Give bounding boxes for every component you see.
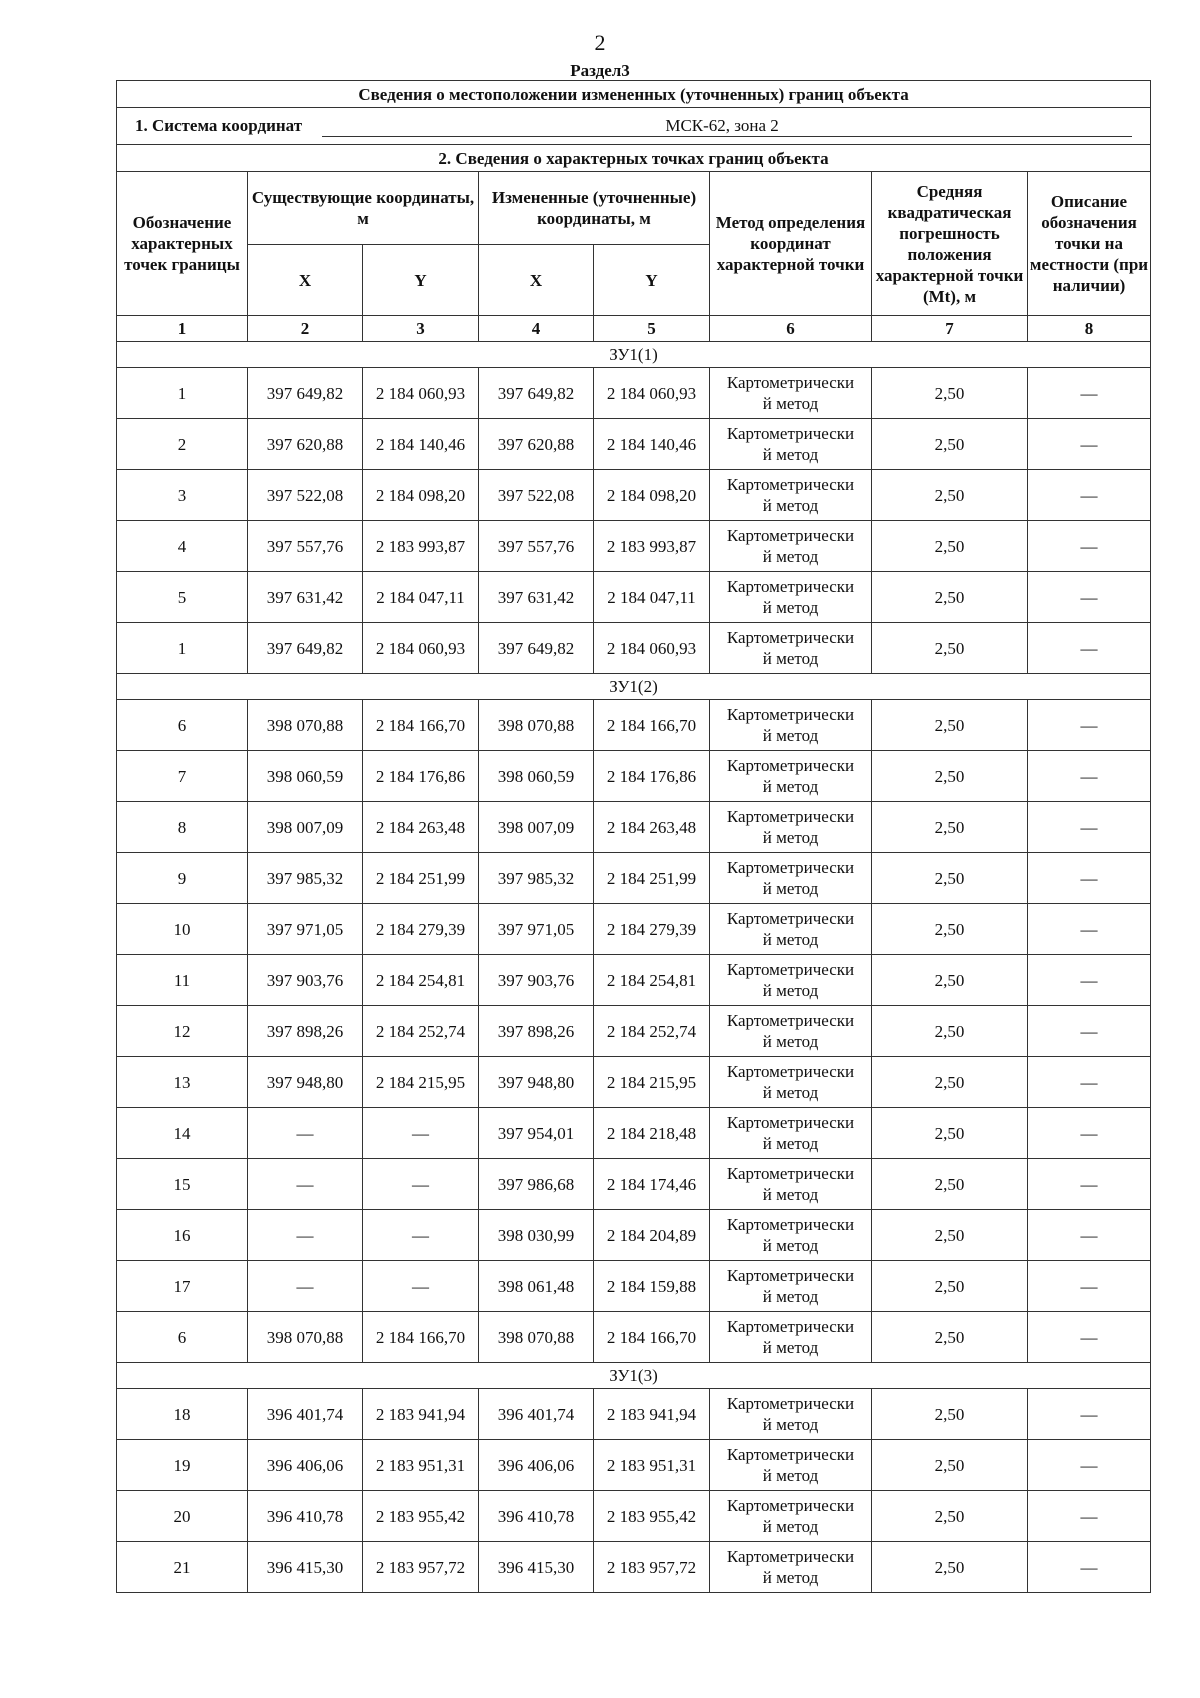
- mean-error-cell: 2,50: [872, 521, 1028, 572]
- changed-y-cell: 2 184 263,48: [594, 802, 710, 853]
- point-number-cell: 8: [117, 802, 248, 853]
- existing-x-cell: 397 971,05: [248, 904, 363, 955]
- method-text: Картометрически: [726, 577, 855, 596]
- point-number-cell: 6: [117, 700, 248, 751]
- existing-x-cell: 396 406,06: [248, 1440, 363, 1491]
- method-text: Картометрически: [726, 628, 855, 647]
- method-text: й метод: [762, 1415, 819, 1434]
- description-cell: —: [1028, 853, 1151, 904]
- point-number-cell: 11: [117, 955, 248, 1006]
- table-row: [117, 1159, 1151, 1210]
- method-text: й метод: [762, 1134, 819, 1153]
- method-text: Картометрически: [726, 909, 855, 928]
- existing-y-cell: 2 184 140,46: [363, 419, 479, 470]
- method-text: Картометрически: [726, 1062, 855, 1081]
- existing-x-cell: 396 401,74: [248, 1389, 363, 1440]
- mean-error-cell: 2,50: [872, 1440, 1028, 1491]
- changed-x-cell: 396 406,06: [479, 1440, 594, 1491]
- existing-x-cell: 396 415,30: [248, 1542, 363, 1593]
- table-title: Сведения о местоположении измененных (уточненных) границ объекта: [117, 81, 1151, 108]
- mean-error-cell: 2,50: [872, 1006, 1028, 1057]
- description-cell: —: [1028, 572, 1151, 623]
- existing-x-cell: 397 898,26: [248, 1006, 363, 1057]
- description-cell: —: [1028, 904, 1151, 955]
- existing-y-cell: 2 184 215,95: [363, 1057, 479, 1108]
- coordinate-system-label: 1. Система координат: [134, 116, 303, 135]
- method-text: й метод: [762, 981, 819, 1000]
- changed-y-cell: 2 183 993,87: [594, 521, 710, 572]
- changed-x-cell: 397 903,76: [479, 955, 594, 1006]
- changed-y-cell: 2 184 279,39: [594, 904, 710, 955]
- changed-x-cell: 396 401,74: [479, 1389, 594, 1440]
- header-existing-y: Y: [363, 245, 479, 316]
- changed-y-cell: 2 183 941,94: [594, 1389, 710, 1440]
- mean-error-cell: 2,50: [872, 853, 1028, 904]
- changed-x-cell: 397 985,32: [479, 853, 594, 904]
- changed-y-cell: 2 184 251,99: [594, 853, 710, 904]
- description-cell: —: [1028, 1108, 1151, 1159]
- changed-x-cell: 398 030,99: [479, 1210, 594, 1261]
- method-cell: [710, 1108, 872, 1159]
- description-cell: —: [1028, 1006, 1151, 1057]
- method-text: й метод: [762, 1466, 819, 1485]
- method-text: Картометрически: [726, 960, 855, 979]
- point-number-cell: 1: [117, 623, 248, 674]
- method-cell: [710, 470, 872, 521]
- changed-y-cell: 2 183 957,72: [594, 1542, 710, 1593]
- method-cell: [710, 572, 872, 623]
- mean-error-cell: 2,50: [872, 700, 1028, 751]
- description-cell: —: [1028, 802, 1151, 853]
- mean-error-cell: 2,50: [872, 623, 1028, 674]
- method-cell: [710, 1491, 872, 1542]
- description-cell: —: [1028, 1159, 1151, 1210]
- description-cell: —: [1028, 1542, 1151, 1593]
- method-cell: [710, 1210, 872, 1261]
- method-text: й метод: [762, 777, 819, 796]
- description-cell: —: [1028, 1389, 1151, 1440]
- description-cell: —: [1028, 1210, 1151, 1261]
- method-text: Картометрически: [726, 756, 855, 775]
- description-cell: —: [1028, 751, 1151, 802]
- method-text: Картометрически: [726, 1394, 855, 1413]
- point-number-cell: 2: [117, 419, 248, 470]
- method-text: й метод: [762, 1236, 819, 1255]
- changed-y-cell: 2 183 955,42: [594, 1491, 710, 1542]
- table-row: [117, 1057, 1151, 1108]
- table-row: [117, 419, 1151, 470]
- method-cell: [710, 623, 872, 674]
- changed-y-cell: 2 184 218,48: [594, 1108, 710, 1159]
- method-text: Картометрически: [726, 1547, 855, 1566]
- column-number: 2: [248, 316, 363, 342]
- mean-error-cell: 2,50: [872, 572, 1028, 623]
- method-cell: [710, 802, 872, 853]
- changed-y-cell: 2 184 060,93: [594, 368, 710, 419]
- table-row: [117, 623, 1151, 674]
- changed-y-cell: 2 184 176,86: [594, 751, 710, 802]
- method-text: Картометрически: [726, 1266, 855, 1285]
- method-text: й метод: [762, 1338, 819, 1357]
- existing-x-cell: 397 948,80: [248, 1057, 363, 1108]
- group-name: ЗУ1(3): [117, 1363, 1151, 1389]
- method-text: й метод: [762, 649, 819, 668]
- method-cell: [710, 700, 872, 751]
- method-cell: [710, 1261, 872, 1312]
- column-number: 5: [594, 316, 710, 342]
- point-number-cell: 5: [117, 572, 248, 623]
- description-cell: —: [1028, 955, 1151, 1006]
- existing-y-cell: 2 184 279,39: [363, 904, 479, 955]
- existing-x-cell: 397 631,42: [248, 572, 363, 623]
- point-number-cell: 6: [117, 1312, 248, 1363]
- description-cell: —: [1028, 368, 1151, 419]
- mean-error-cell: 2,50: [872, 1108, 1028, 1159]
- point-number-cell: 7: [117, 751, 248, 802]
- existing-x-cell: 398 070,88: [248, 700, 363, 751]
- mean-error-cell: 2,50: [872, 470, 1028, 521]
- mean-error-cell: 2,50: [872, 1312, 1028, 1363]
- method-text: Картометрически: [726, 526, 855, 545]
- group-name: ЗУ1(2): [117, 674, 1151, 700]
- method-cell: [710, 1057, 872, 1108]
- mean-error-cell: 2,50: [872, 802, 1028, 853]
- changed-y-cell: 2 184 098,20: [594, 470, 710, 521]
- point-number-cell: 9: [117, 853, 248, 904]
- header-existing-x: X: [248, 245, 363, 316]
- existing-x-cell: 398 007,09: [248, 802, 363, 853]
- changed-y-cell: 2 184 204,89: [594, 1210, 710, 1261]
- changed-y-cell: 2 184 060,93: [594, 623, 710, 674]
- description-cell: —: [1028, 1057, 1151, 1108]
- group-name: ЗУ1(1): [117, 342, 1151, 368]
- header-changed-coordinates: Измененные (уточненные) координаты, м: [479, 172, 710, 245]
- mean-error-cell: 2,50: [872, 1542, 1028, 1593]
- existing-x-cell: 398 070,88: [248, 1312, 363, 1363]
- mean-error-cell: 2,50: [872, 368, 1028, 419]
- method-text: й метод: [762, 394, 819, 413]
- column-number: 4: [479, 316, 594, 342]
- method-cell: [710, 1440, 872, 1491]
- method-text: й метод: [762, 598, 819, 617]
- existing-y-cell: 2 184 254,81: [363, 955, 479, 1006]
- changed-x-cell: 397 620,88: [479, 419, 594, 470]
- method-cell: [710, 904, 872, 955]
- point-number-cell: 12: [117, 1006, 248, 1057]
- method-text: Картометрически: [726, 475, 855, 494]
- existing-y-cell: 2 184 176,86: [363, 751, 479, 802]
- method-text: Картометрически: [726, 1215, 855, 1234]
- mean-error-cell: 2,50: [872, 1057, 1028, 1108]
- description-cell: —: [1028, 1440, 1151, 1491]
- existing-x-cell: 398 060,59: [248, 751, 363, 802]
- mean-error-cell: 2,50: [872, 955, 1028, 1006]
- point-number-cell: 13: [117, 1057, 248, 1108]
- table-row: [117, 1261, 1151, 1312]
- existing-y-cell: —: [363, 1159, 479, 1210]
- changed-x-cell: 398 007,09: [479, 802, 594, 853]
- changed-x-cell: 397 649,82: [479, 623, 594, 674]
- table-row: [117, 1389, 1151, 1440]
- mean-error-cell: 2,50: [872, 1210, 1028, 1261]
- changed-y-cell: 2 184 254,81: [594, 955, 710, 1006]
- header-mean-error: Средняя квадратическая погрешность положения характерной точки (Mt), м: [872, 172, 1028, 316]
- points-title: 2. Сведения о характерных точках границ объекта: [117, 145, 1151, 172]
- method-cell: [710, 751, 872, 802]
- point-number-cell: 1: [117, 368, 248, 419]
- method-cell: [710, 1159, 872, 1210]
- existing-x-cell: 397 557,76: [248, 521, 363, 572]
- existing-y-cell: 2 184 251,99: [363, 853, 479, 904]
- column-number: 7: [872, 316, 1028, 342]
- coordinate-system-value: МСК-62, зона 2: [322, 116, 1132, 137]
- method-cell: [710, 853, 872, 904]
- mean-error-cell: 2,50: [872, 1389, 1028, 1440]
- existing-y-cell: 2 184 166,70: [363, 1312, 479, 1363]
- method-text: Картометрически: [726, 1496, 855, 1515]
- changed-x-cell: 397 898,26: [479, 1006, 594, 1057]
- method-text: Картометрически: [726, 807, 855, 826]
- group-row: [117, 674, 1151, 700]
- method-text: й метод: [762, 930, 819, 949]
- method-text: Картометрически: [726, 1113, 855, 1132]
- existing-x-cell: 397 985,32: [248, 853, 363, 904]
- changed-x-cell: 397 522,08: [479, 470, 594, 521]
- table-row: [117, 1542, 1151, 1593]
- method-text: й метод: [762, 1568, 819, 1587]
- changed-x-cell: 398 070,88: [479, 1312, 594, 1363]
- mean-error-cell: 2,50: [872, 751, 1028, 802]
- method-text: Картометрически: [726, 705, 855, 724]
- description-cell: —: [1028, 419, 1151, 470]
- existing-y-cell: 2 184 252,74: [363, 1006, 479, 1057]
- method-text: й метод: [762, 445, 819, 464]
- existing-x-cell: 397 649,82: [248, 623, 363, 674]
- existing-x-cell: —: [248, 1210, 363, 1261]
- table-row: [117, 853, 1151, 904]
- existing-x-cell: 396 410,78: [248, 1491, 363, 1542]
- existing-x-cell: —: [248, 1261, 363, 1312]
- changed-y-cell: 2 184 047,11: [594, 572, 710, 623]
- table-row: [117, 1108, 1151, 1159]
- page-number: 2: [594, 30, 606, 55]
- table-row: [117, 802, 1151, 853]
- changed-y-cell: 2 184 159,88: [594, 1261, 710, 1312]
- changed-y-cell: 2 184 166,70: [594, 1312, 710, 1363]
- description-cell: —: [1028, 623, 1151, 674]
- method-cell: [710, 955, 872, 1006]
- mean-error-cell: 2,50: [872, 419, 1028, 470]
- mean-error-cell: 2,50: [872, 1491, 1028, 1542]
- description-cell: —: [1028, 470, 1151, 521]
- method-text: й метод: [762, 828, 819, 847]
- method-cell: [710, 419, 872, 470]
- description-cell: —: [1028, 700, 1151, 751]
- method-text: й метод: [762, 547, 819, 566]
- method-cell: [710, 521, 872, 572]
- description-cell: —: [1028, 1491, 1151, 1542]
- existing-y-cell: 2 183 993,87: [363, 521, 479, 572]
- existing-x-cell: 397 620,88: [248, 419, 363, 470]
- existing-x-cell: —: [248, 1108, 363, 1159]
- point-number-cell: 16: [117, 1210, 248, 1261]
- column-number: 1: [117, 316, 248, 342]
- table-row: [117, 751, 1151, 802]
- table-row: [117, 368, 1151, 419]
- method-text: й метод: [762, 1032, 819, 1051]
- changed-y-cell: 2 184 174,46: [594, 1159, 710, 1210]
- point-number-cell: 17: [117, 1261, 248, 1312]
- existing-y-cell: 2 183 955,42: [363, 1491, 479, 1542]
- table-row: [117, 572, 1151, 623]
- changed-y-cell: 2 184 215,95: [594, 1057, 710, 1108]
- changed-x-cell: 397 649,82: [479, 368, 594, 419]
- existing-y-cell: 2 183 957,72: [363, 1542, 479, 1593]
- header-existing-coordinates: Существующие координаты, м: [248, 172, 479, 245]
- existing-y-cell: —: [363, 1210, 479, 1261]
- existing-x-cell: 397 522,08: [248, 470, 363, 521]
- table-row: [117, 521, 1151, 572]
- method-cell: [710, 1006, 872, 1057]
- description-cell: —: [1028, 1312, 1151, 1363]
- method-text: й метод: [762, 879, 819, 898]
- mean-error-cell: 2,50: [872, 1261, 1028, 1312]
- method-cell: [710, 1542, 872, 1593]
- column-number: 3: [363, 316, 479, 342]
- group-row: [117, 342, 1151, 368]
- mean-error-cell: 2,50: [872, 904, 1028, 955]
- changed-x-cell: 397 986,68: [479, 1159, 594, 1210]
- header-changed-y: Y: [594, 245, 710, 316]
- method-text: Картометрически: [726, 424, 855, 443]
- method-text: й метод: [762, 1083, 819, 1102]
- header-method: Метод определения координат характерной точки: [710, 172, 872, 316]
- changed-y-cell: 2 184 166,70: [594, 700, 710, 751]
- description-cell: —: [1028, 1261, 1151, 1312]
- method-text: Картометрически: [726, 858, 855, 877]
- point-number-cell: 20: [117, 1491, 248, 1542]
- changed-x-cell: 397 948,80: [479, 1057, 594, 1108]
- section-title: Раздел3: [570, 61, 630, 80]
- point-number-cell: 4: [117, 521, 248, 572]
- method-text: й метод: [762, 1287, 819, 1306]
- method-text: й метод: [762, 1517, 819, 1536]
- method-text: Картометрически: [726, 1317, 855, 1336]
- coordinate-system-row: [117, 108, 1151, 145]
- table-row: [117, 1006, 1151, 1057]
- method-text: й метод: [762, 496, 819, 515]
- point-number-cell: 15: [117, 1159, 248, 1210]
- existing-y-cell: 2 184 166,70: [363, 700, 479, 751]
- column-number: 6: [710, 316, 872, 342]
- point-number-cell: 10: [117, 904, 248, 955]
- point-number-cell: 18: [117, 1389, 248, 1440]
- table-row: [117, 1491, 1151, 1542]
- method-text: Картометрически: [726, 1164, 855, 1183]
- changed-x-cell: 397 954,01: [479, 1108, 594, 1159]
- existing-y-cell: 2 184 098,20: [363, 470, 479, 521]
- existing-y-cell: 2 184 060,93: [363, 623, 479, 674]
- method-text: Картометрически: [726, 1011, 855, 1030]
- mean-error-cell: 2,50: [872, 1159, 1028, 1210]
- group-row: [117, 1363, 1151, 1389]
- changed-y-cell: 2 184 252,74: [594, 1006, 710, 1057]
- existing-y-cell: —: [363, 1108, 479, 1159]
- point-number-cell: 19: [117, 1440, 248, 1491]
- table-row: [117, 1312, 1151, 1363]
- changed-x-cell: 397 557,76: [479, 521, 594, 572]
- existing-y-cell: 2 184 047,11: [363, 572, 479, 623]
- table-row: [117, 700, 1151, 751]
- changed-x-cell: 397 971,05: [479, 904, 594, 955]
- header-description: Описание обозначения точки на местности (при наличии): [1028, 172, 1151, 316]
- changed-x-cell: 397 631,42: [479, 572, 594, 623]
- existing-y-cell: 2 183 951,31: [363, 1440, 479, 1491]
- changed-y-cell: 2 184 140,46: [594, 419, 710, 470]
- existing-y-cell: —: [363, 1261, 479, 1312]
- changed-x-cell: 398 070,88: [479, 700, 594, 751]
- method-text: Картометрически: [726, 373, 855, 392]
- existing-y-cell: 2 184 263,48: [363, 802, 479, 853]
- changed-x-cell: 396 415,30: [479, 1542, 594, 1593]
- table-row: [117, 1210, 1151, 1261]
- point-number-cell: 14: [117, 1108, 248, 1159]
- method-text: Картометрически: [726, 1445, 855, 1464]
- point-number-cell: 21: [117, 1542, 248, 1593]
- changed-y-cell: 2 183 951,31: [594, 1440, 710, 1491]
- method-text: й метод: [762, 1185, 819, 1204]
- changed-x-cell: 398 060,59: [479, 751, 594, 802]
- header-point-designation: Обозначение характерных точек границы: [117, 172, 248, 316]
- description-cell: —: [1028, 521, 1151, 572]
- method-cell: [710, 1389, 872, 1440]
- method-cell: [710, 1312, 872, 1363]
- table-row: [117, 904, 1151, 955]
- existing-x-cell: 397 649,82: [248, 368, 363, 419]
- existing-x-cell: 397 903,76: [248, 955, 363, 1006]
- table-row: [117, 955, 1151, 1006]
- existing-y-cell: 2 184 060,93: [363, 368, 479, 419]
- table-body: [117, 342, 1151, 1593]
- column-number: 8: [1028, 316, 1151, 342]
- header-changed-x: X: [479, 245, 594, 316]
- existing-x-cell: —: [248, 1159, 363, 1210]
- changed-x-cell: 398 061,48: [479, 1261, 594, 1312]
- boundary-points-table: [116, 80, 1151, 1593]
- table-row: [117, 1440, 1151, 1491]
- table-row: [117, 470, 1151, 521]
- changed-x-cell: 396 410,78: [479, 1491, 594, 1542]
- existing-y-cell: 2 183 941,94: [363, 1389, 479, 1440]
- method-text: й метод: [762, 726, 819, 745]
- method-cell: [710, 368, 872, 419]
- point-number-cell: 3: [117, 470, 248, 521]
